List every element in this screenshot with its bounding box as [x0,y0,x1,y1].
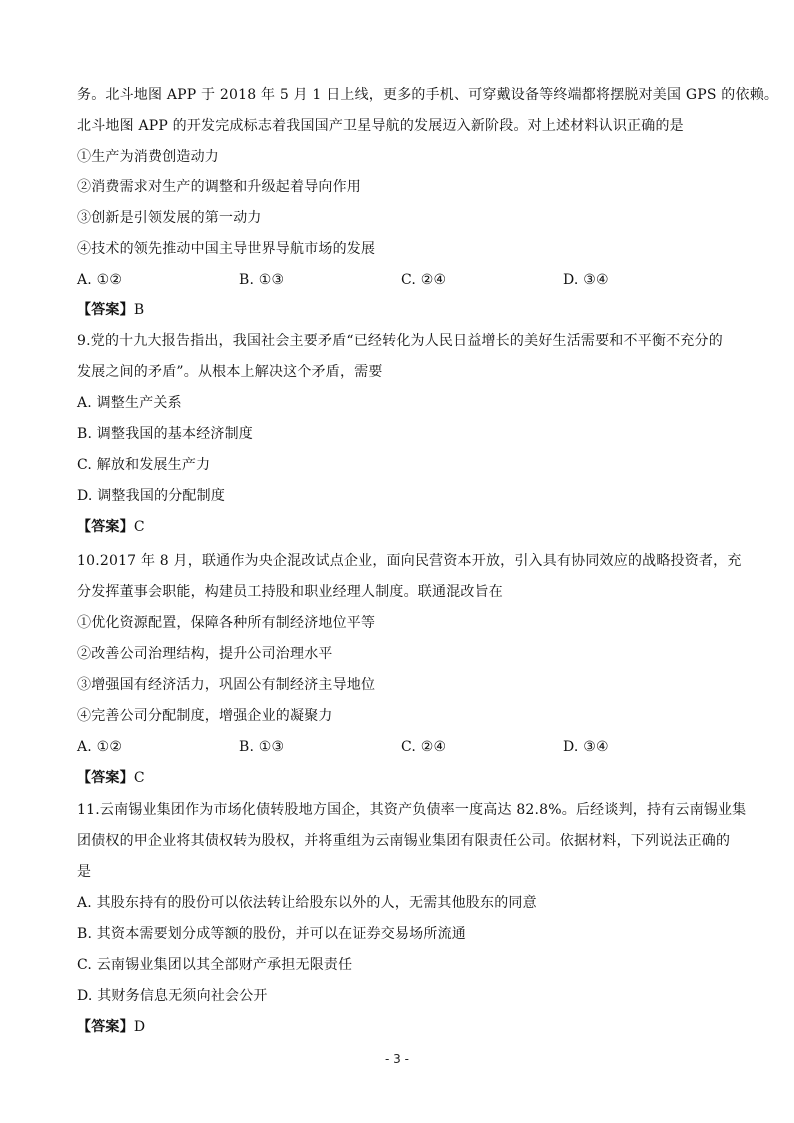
q9-answer-value: C [133,519,145,535]
q11-answer [77,1017,727,1037]
q11-stem-line2: 团债权的甲企业将其债权转为股权，并将重组为云南锡业集团有限责任公司。依据材料，下列说法正确的 [77,833,731,849]
q9-answer-label: 【答案】 [77,519,134,535]
q11-stem-line1: 11.云南锡业集团作为市场化债转股地方国企，其资产负债率一度高达 82.8%。后经谈判，持有云南锡业集 [77,802,747,818]
q11-option-a: A. 其股东持有的股份可以依法转让给股东以外的人，无需其他股东的同意 [77,895,537,911]
q8-item-2: ②消费需求对生产的调整和升级起着导向作用 [77,179,361,195]
q8-item-1: ①生产为消费创造动力 [77,149,219,165]
q8-stem-line1: 务。北斗地图 APP 于 2018 年 5 月 1 日上线，更多的手机、可穿戴设备等终端都将摆脱对美国 GPS 的依赖。 [77,87,779,103]
q8-option-d: D. ③④ [563,272,609,288]
q8-item-4: ④技术的领先推动中国主导世界导航市场的发展 [77,241,376,257]
q10-answer-label: 【答案】 [77,770,134,786]
q8-answer-label: 【答案】 [77,302,134,318]
q10-option-a: A. ①② [77,739,123,755]
q10-item-1: ①优化资源配置，保障各种所有制经济地位平等 [77,615,376,631]
q11-option-c: C. 云南锡业集团以其全部财产承担无限责任 [77,957,353,973]
q10-answer [77,768,727,788]
q10-option-c: C. ②④ [401,739,447,755]
q10-item-2: ②改善公司治理结构，提升公司治理水平 [77,646,333,662]
q10-answer-value: C [133,770,145,786]
q10-item-3: ③增强国有经济活力，巩固公有制经济主导地位 [77,677,376,693]
q9-option-c: C. 解放和发展生产力 [77,457,211,473]
q11-answer-label: 【答案】 [77,1019,134,1035]
q11-answer-value: D [133,1019,146,1035]
q10-stem-line2: 分发挥董事会职能，构建员工持股和职业经理人制度。联通混改旨在 [77,584,503,600]
q10-option-d: D. ③④ [563,739,609,755]
q8-option-a: A. ①② [77,272,123,288]
q10-item-4: ④完善公司分配制度，增强企业的凝聚力 [77,708,333,724]
q11-option-b: B. 其资本需要划分成等额的股份，并可以在证券交易场所流通 [77,926,466,942]
q9-stem-line1: 9.党的十九大报告指出，我国社会主要矛盾“已经转化为人民日益增长的美好生活需要和不平衡不充分的 [77,333,723,349]
q10-stem-line1: 10.2017 年 8 月，联通作为央企混改试点企业，面向民营资本开放，引入具有协同效应的战略投资者，充 [77,553,742,569]
q9-option-d: D. 调整我国的分配制度 [77,488,226,504]
q9-option-b: B. 调整我国的基本经济制度 [77,426,253,442]
q8-option-b: B. ①③ [239,272,285,288]
q11-stem-line3: 是 [77,864,92,880]
q9-stem-line2: 发展之间的矛盾”。从根本上解决这个矛盾，需要 [77,364,383,380]
q11-option-d: D. 其财务信息无须向社会公开 [77,988,268,1004]
page-number: - 3 - [385,1052,409,1066]
q8-item-3: ③创新是引领发展的第一动力 [77,210,262,226]
q8-stem-line2: 北斗地图 APP 的开发完成标志着我国国产卫星导航的发展迈入新阶段。对上述材料认识正确的是 [77,118,684,134]
q9-answer [77,517,727,537]
q8-answer [77,300,727,320]
q9-option-a: A. 调整生产关系 [77,395,182,411]
q8-answer-value: B [133,302,145,318]
q8-option-c: C. ②④ [401,272,447,288]
q10-option-b: B. ①③ [239,739,285,755]
